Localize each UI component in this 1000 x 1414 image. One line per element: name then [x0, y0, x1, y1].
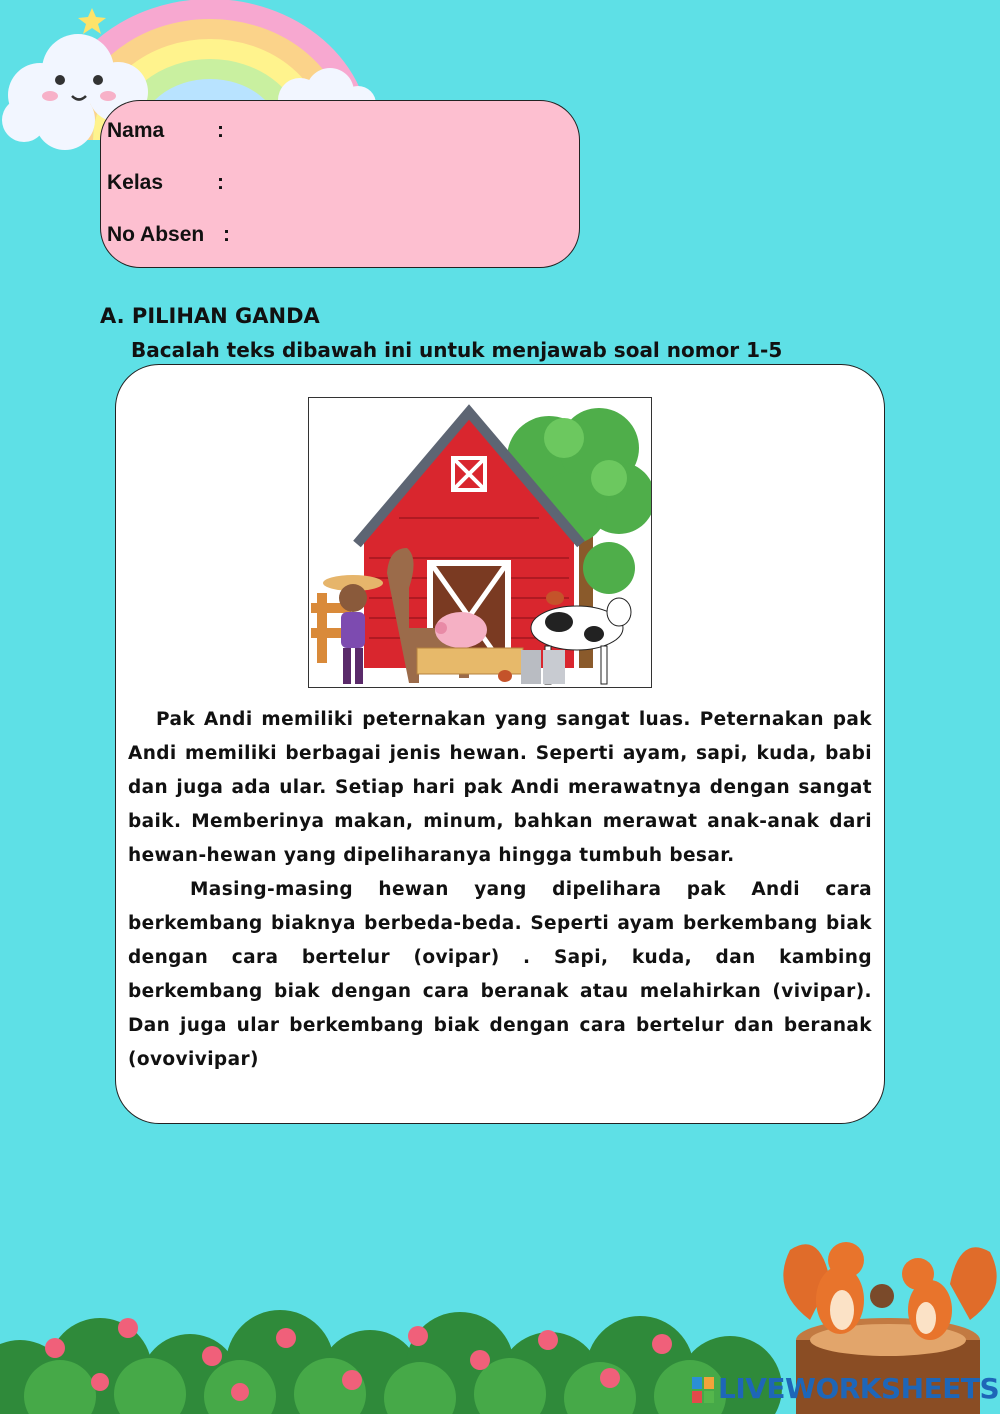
section-title: A. PILIHAN GANDA [100, 304, 320, 328]
absence-number-label: No Absen [107, 223, 205, 246]
reading-passage-card [115, 364, 885, 1124]
liveworksheets-watermark[interactable]: LIVEWORKSHEETS [718, 1372, 1000, 1405]
name-colon: : [217, 119, 224, 142]
reading-passage [128, 703, 872, 1077]
absence-number-colon: : [223, 223, 230, 246]
passage-paragraph-2: Masing-masing hewan yang dipelihara pak Andi cara berkembang biaknya berbeda-beda. Seperti ayam berkembang biak dengan cara bertelur (ovipar) . Sapi, kuda, dan kambing berkembang biak dengan cara beranak atau melahirkan (vivipar). Dan juga ular berkembang biak dengan cara bertelur dan beranak (ovovivipar) [128, 879, 872, 1070]
passage-paragraph-1: Pak Andi memiliki peternakan yang sangat luas. Peternakan pak Andi memiliki berbagai jenis hewan. Seperti ayam, sapi, kuda, babi dan juga ada ular. Setiap hari pak Andi merawatnya dengan sangat baik. Memberinya makan, minum, bahkan merawat anak-anak dari hewan-hewan yang dipeliharanya hingga tumbuh besar. [128, 709, 872, 866]
liveworksheets-logo-icon [692, 1377, 714, 1403]
student-identity-box [100, 100, 580, 268]
instruction-text: Bacalah teks dibawah ini untuk menjawab soal nomor 1-5 [131, 338, 783, 362]
name-label: Nama [107, 119, 165, 142]
class-colon: : [217, 171, 224, 194]
class-label: Kelas [107, 171, 164, 194]
farm-illustration [308, 397, 652, 688]
